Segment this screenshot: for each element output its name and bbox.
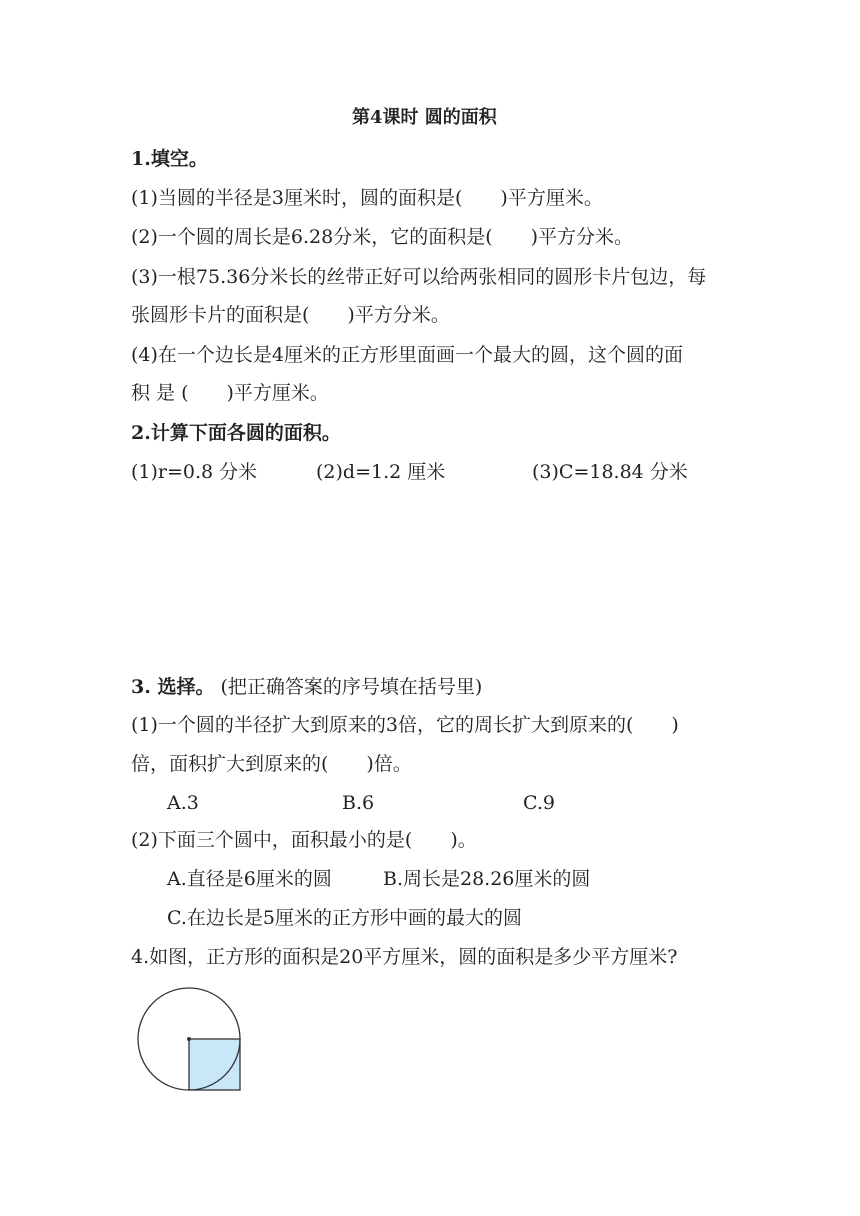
circle-square-figure <box>134 984 246 1096</box>
center-point <box>187 1037 191 1041</box>
question-2-item-2: (2)d=1.2 厘米 <box>316 461 446 483</box>
question-3-note: (把正确答案的序号填在括号里) <box>220 676 483 698</box>
question-3-item-2: (2)下面三个圆中，面积最小的是( )。 <box>131 829 477 851</box>
question-1-heading: 1.填空。 <box>131 148 208 170</box>
question-1-item-1: (1)当圆的半径是3厘米时，圆的面积是( )平方厘米。 <box>131 187 603 209</box>
question-2-item-1: (1)r=0.8 分米 <box>131 461 258 483</box>
question-2-heading: 2.计算下面各圆的面积。 <box>131 422 341 444</box>
question-3-item-1-line-2: 倍，面积扩大到原来的( )倍。 <box>131 753 412 775</box>
question-3-item-2-option-c: C.在边长是5厘米的正方形中画的最大的圆 <box>167 907 522 929</box>
question-1-item-2: (2)一个圆的周长是6.28分米，它的面积是( )平方分米。 <box>131 226 634 248</box>
question-1-item-3-line-2: 张圆形卡片的面积是( )平方分米。 <box>131 304 450 326</box>
page-title: 第4课时 圆的面积 <box>352 107 497 128</box>
question-3-item-2-option-b: B.周长是28.26厘米的圆 <box>383 868 591 890</box>
question-3-item-1-option-b: B.6 <box>342 792 375 814</box>
question-1-item-4-line-2: 积 是 ( )平方厘米。 <box>131 382 329 404</box>
question-3-item-1-option-c: C.9 <box>523 792 555 814</box>
question-2-item-3: (3)C=18.84 分米 <box>532 461 688 483</box>
square-shape <box>189 1039 240 1090</box>
question-3-header <box>131 675 482 699</box>
question-3-heading: 3. 选择。 <box>131 676 215 698</box>
question-1-item-4-line-1: (4)在一个边长是4厘米的正方形里面画一个最大的圆，这个圆的面 <box>131 344 684 366</box>
question-3-item-1-option-a: A.3 <box>167 792 199 814</box>
question-1-item-3-line-1: (3)一根75.36分米长的丝带正好可以给两张相同的圆形卡片包边，每 <box>131 266 707 288</box>
question-3-item-1-line-1: (1)一个圆的半径扩大到原来的3倍，它的周长扩大到原来的( ) <box>131 714 679 736</box>
question-3-item-2-option-a: A.直径是6厘米的圆 <box>167 868 332 890</box>
question-4-text: 4.如图，正方形的面积是20平方厘米，圆的面积是多少平方厘米? <box>131 946 678 968</box>
